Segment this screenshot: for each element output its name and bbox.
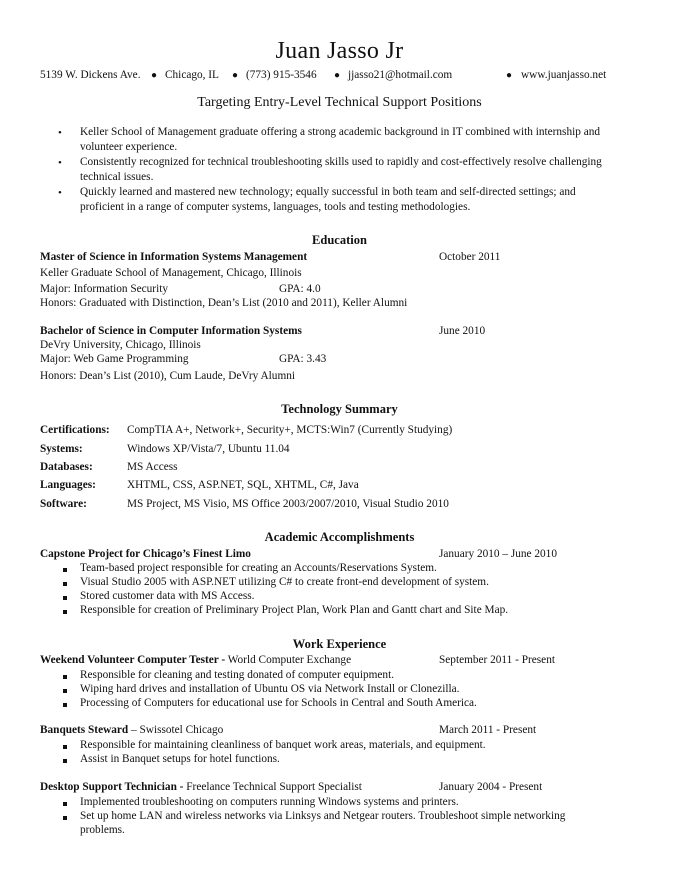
summary-item-line: volunteer experience. bbox=[80, 141, 178, 153]
job-org: World Computer Exchange bbox=[225, 654, 352, 666]
job-date: January 2004 - Present bbox=[439, 781, 543, 793]
summary-item-line: proficient in a range of computer systems, languages, tools and testing methodologies. bbox=[80, 201, 471, 213]
job-heading bbox=[40, 781, 362, 793]
project-date: January 2010 – June 2010 bbox=[439, 548, 557, 560]
project-bullet: Responsible for creation of Preliminary Project Plan, Work Plan and Gantt chart and Site Map. bbox=[80, 604, 509, 616]
degree-date: October 2011 bbox=[439, 251, 501, 263]
job-title: Weekend Volunteer Computer Tester - bbox=[40, 654, 226, 666]
bullet-icon: • bbox=[58, 187, 62, 199]
section-heading-education: Education bbox=[312, 233, 367, 247]
bullet-icon: • bbox=[58, 127, 62, 139]
job-bullet: Set up home LAN and wireless networks via Linksys and Netgear routers. Troubleshoot simple networking bbox=[80, 810, 566, 822]
contact-line bbox=[0, 69, 679, 85]
city: Chicago, IL bbox=[165, 69, 219, 81]
tech-label: Languages: bbox=[40, 479, 96, 491]
school-name: DeVry University, Chicago, Illinois bbox=[40, 339, 201, 351]
job-title: Banquets Steward bbox=[40, 724, 129, 736]
square-bullet-icon bbox=[63, 759, 67, 763]
tech-label: Databases: bbox=[40, 461, 93, 473]
project-bullet: Team-based project responsible for creating an Accounts/Reservations System. bbox=[80, 562, 437, 574]
square-bullet-icon bbox=[63, 596, 67, 600]
separator-dot-icon: ● bbox=[232, 70, 239, 81]
separator-dot-icon: ● bbox=[334, 70, 341, 81]
section-heading-technology: Technology Summary bbox=[281, 402, 398, 416]
job-bullet: Wiping hard drives and installation of Ubuntu OS via Network Install or Clonezilla. bbox=[80, 683, 460, 695]
square-bullet-icon bbox=[63, 568, 67, 572]
school-name: Keller Graduate School of Management, Chicago, Illinois bbox=[40, 267, 302, 279]
summary-item-line: Quickly learned and mastered new technology; equally successful in both team and self-directed settings; and bbox=[80, 186, 576, 198]
job-heading bbox=[40, 724, 223, 736]
summary-item-line: Keller School of Management graduate offering a strong academic background in IT combined with internship and bbox=[80, 126, 601, 138]
major: Major: Web Game Programming bbox=[40, 353, 189, 365]
tech-value: Windows XP/Vista/7, Ubuntu 11.04 bbox=[127, 443, 290, 455]
job-title: Desktop Support Technician - bbox=[40, 781, 184, 793]
job-date: March 2011 - Present bbox=[439, 724, 537, 736]
job-org: – Swissotel Chicago bbox=[128, 724, 224, 736]
project-bullet: Visual Studio 2005 with ASP.NET utilizing C# to create front-end development of system. bbox=[80, 576, 489, 588]
square-bullet-icon bbox=[63, 816, 67, 820]
job-bullet: Responsible for cleaning and testing donated of computer equipment. bbox=[80, 669, 395, 681]
job-heading bbox=[40, 654, 351, 666]
tech-label: Systems: bbox=[40, 443, 83, 455]
honors: Honors: Graduated with Distinction, Dean’s List (2010 and 2011), Keller Alumni bbox=[40, 297, 408, 309]
degree-date: June 2010 bbox=[439, 325, 486, 337]
square-bullet-icon bbox=[63, 703, 67, 707]
section-heading-work: Work Experience bbox=[292, 637, 387, 651]
degree-title: Bachelor of Science in Computer Information Systems bbox=[40, 325, 302, 337]
tech-value: CompTIA A+, Network+, Security+, MCTS:Win7 (Currently Studying) bbox=[127, 424, 453, 436]
tech-label: Software: bbox=[40, 498, 87, 510]
email-link[interactable]: jjasso21@hotmail.com bbox=[348, 69, 453, 81]
square-bullet-icon bbox=[63, 745, 67, 749]
website-link[interactable]: www.juanjasso.net bbox=[521, 69, 607, 81]
gpa: GPA: 4.0 bbox=[279, 283, 321, 295]
project-bullet: Stored customer data with MS Access. bbox=[80, 590, 255, 602]
job-bullet: Processing of Computers for educational use for Schools in Central and South America. bbox=[80, 697, 477, 709]
summary-item-line: technical issues. bbox=[80, 171, 154, 183]
square-bullet-icon bbox=[63, 689, 67, 693]
separator-dot-icon: ● bbox=[506, 70, 513, 81]
tech-label: Certifications: bbox=[40, 424, 110, 436]
job-bullet: Assist in Banquet setups for hotel functions. bbox=[80, 753, 280, 765]
job-bullet: Implemented troubleshooting on computers running Windows systems and printers. bbox=[80, 796, 459, 808]
major: Major: Information Security bbox=[40, 283, 169, 295]
tech-value: MS Access bbox=[127, 461, 178, 473]
section-heading-academic: Academic Accomplishments bbox=[264, 530, 415, 544]
applicant-name: Juan Jasso Jr bbox=[275, 38, 404, 64]
project-title: Capstone Project for Chicago’s Finest Limo bbox=[40, 548, 251, 560]
job-bullet: Responsible for maintaining cleanliness of banquet work areas, materials, and equipment. bbox=[80, 739, 486, 751]
job-org: Freelance Technical Support Specialist bbox=[183, 781, 362, 793]
gpa: GPA: 3.43 bbox=[279, 353, 327, 365]
job-bullet-continuation: problems. bbox=[80, 824, 125, 836]
separator-dot-icon: ● bbox=[151, 70, 158, 81]
degree-title: Master of Science in Information Systems Management bbox=[40, 251, 308, 263]
square-bullet-icon bbox=[63, 582, 67, 586]
tech-value: MS Project, MS Visio, MS Office 2003/2007/2010, Visual Studio 2010 bbox=[127, 498, 449, 510]
address: 5139 W. Dickens Ave. bbox=[40, 69, 141, 81]
square-bullet-icon bbox=[63, 610, 67, 614]
tech-value: XHTML, CSS, ASP.NET, SQL, XHTML, C#, Java bbox=[127, 479, 359, 491]
objective: Targeting Entry-Level Technical Support Positions bbox=[197, 95, 482, 110]
bullet-icon: • bbox=[58, 157, 62, 169]
job-date: September 2011 - Present bbox=[439, 654, 555, 666]
summary-item-line: Consistently recognized for technical troubleshooting skills used to rapidly and cost-effectively resolve challenging bbox=[80, 156, 602, 168]
honors: Honors: Dean’s List (2010), Cum Laude, DeVry Alumni bbox=[40, 370, 296, 382]
square-bullet-icon bbox=[63, 802, 67, 806]
phone: (773) 915-3546 bbox=[246, 69, 317, 81]
square-bullet-icon bbox=[63, 675, 67, 679]
